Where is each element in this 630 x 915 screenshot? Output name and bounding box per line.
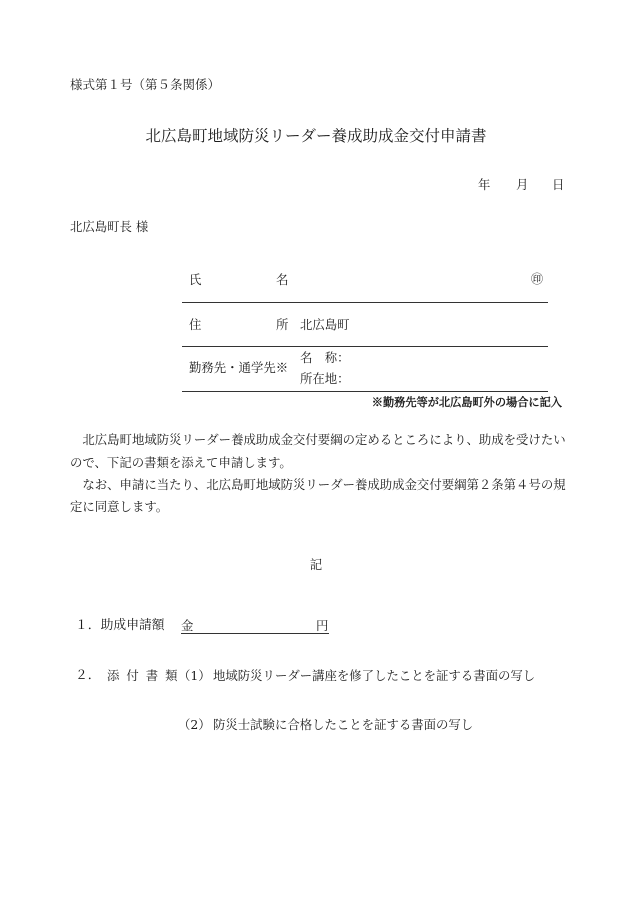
body-line: ので、下記の書類を添えて申請します。 — [70, 455, 292, 470]
attachments-label: 添付書類 — [107, 668, 185, 683]
body-line: 定に同意します。 — [70, 499, 169, 514]
amount-suffix: 円 — [316, 618, 329, 633]
attachment-item-number: （1） — [178, 668, 211, 683]
date-month-label: 月 — [516, 177, 529, 192]
ki-heading: 記 — [309, 557, 323, 572]
amount-label: １．助成申請額 — [75, 618, 165, 633]
amount-prefix: 金 — [181, 618, 194, 633]
name-label-second: 名 — [276, 272, 289, 287]
date-year-label: 年 — [478, 177, 491, 192]
workplace-name-label: 名 称： — [300, 350, 350, 365]
workplace-note: ※勤務先等が北広島町外の場合に記入 — [371, 395, 562, 409]
workplace-row-rule — [182, 391, 548, 392]
workplace-location-label: 所在地： — [300, 371, 350, 386]
document-title: 北広島町地域防災リーダー養成助成金交付申請書 — [145, 127, 487, 145]
attachment-item-text: 防災士試験に合格したことを証する書面の写し — [213, 717, 474, 732]
amount-underline — [181, 633, 329, 634]
name-label-first: 氏 — [189, 272, 202, 287]
address-value: 北広島町 — [300, 317, 350, 332]
address-label-first: 住 — [189, 317, 202, 332]
form-number: 様式第１号（第５条関係） — [70, 77, 221, 92]
attachment-item-number: （2） — [178, 717, 211, 732]
workplace-label: 勤務先・通学先※ — [189, 360, 289, 375]
seal-mark: ㊞ — [531, 272, 544, 286]
attachments-number: ２． — [75, 668, 101, 683]
address-label-second: 所 — [276, 317, 289, 332]
attachment-item-text: 地域防災リーダー講座を修了したことを証する書面の写し — [213, 668, 536, 683]
date-day-label: 日 — [552, 177, 565, 192]
body-line: 北広島町地域防災リーダー養成助成金交付要綱の定めるところにより、助成を受けたい — [70, 432, 566, 447]
address-row-rule — [182, 346, 548, 347]
name-row-rule — [182, 302, 548, 303]
body-line: なお、申請に当たり、北広島町地域防災リーダー養成助成金交付要綱第２条第４号の規 — [70, 477, 566, 492]
addressee: 北広島町長 様 — [70, 219, 149, 234]
